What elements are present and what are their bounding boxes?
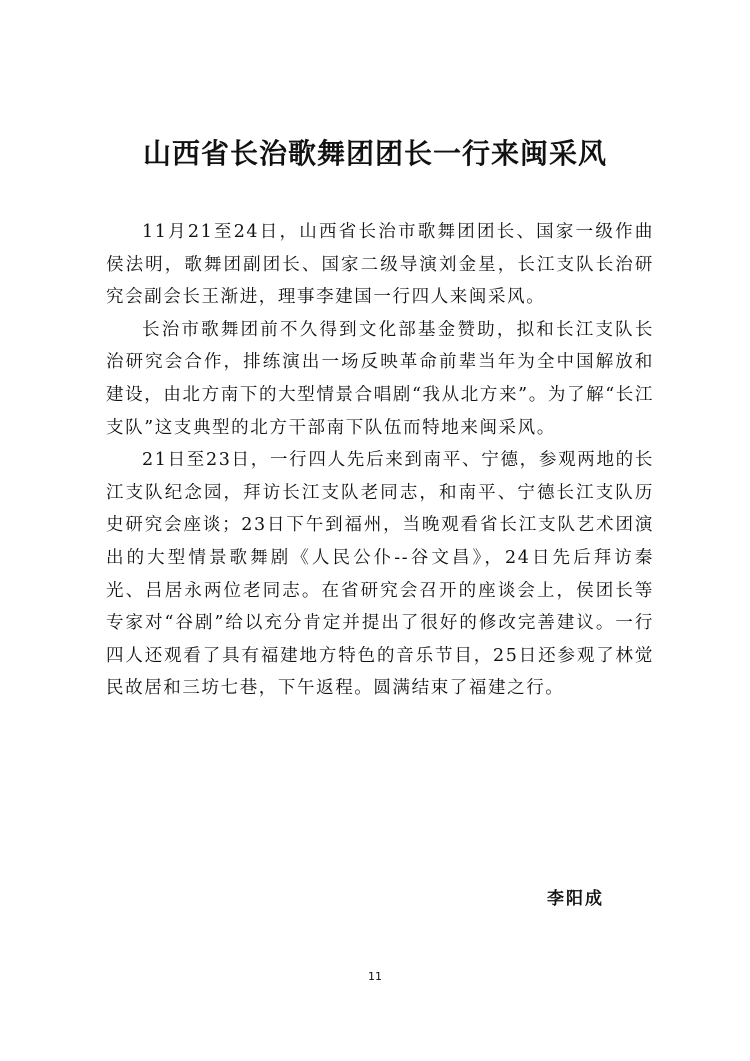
article-body (106, 216, 654, 705)
page-number: 11 (368, 970, 382, 983)
paragraph-3: 21日至23日，一行四人先后来到南平、宁德，参观两地的长江支队纪念园，拜访长江支队老同志，和南平、宁德长江支队历史研究会座谈；23日下午到福州，当晚观看省长江支队艺术团演出的大型情景歌舞剧《人民公仆--谷文昌》，24日先后拜访秦 光、吕居永两位老同志。在省研究会召开的座谈会上，侯团长等专家对“谷剧”给以充分肯定并提出了很好的修改完善建议。一行四人还观看了具有福建地方特色的音乐节目，25日还参观了林觉民故居和三坊七巷，下午返程。圆满结束了福建之行。 (106, 450, 654, 699)
paragraph-1: 11月21至24日，山西省长治市歌舞团团长、国家一级作曲侯法明，歌舞团副团长、国家二级导演刘金星，长江支队长治研究会副会长王渐进，理事李建国一行四人来闽采风。 (106, 222, 654, 308)
author-signature: 李阳成 (547, 889, 604, 909)
article-title: 山西省长治歌舞团团长一行来闽采风 (142, 137, 607, 170)
paragraph-2: 长治市歌舞团前不久得到文化部基金赞助，拟和长江支队长治研究会合作，排练演出一场反映革命前辈当年为全中国解放和建设，由北方南下的大型情景合唱剧“我从北方来”。为了解“长江支队”这支典型的北方干部南下队伍而特地来闽采风。 (106, 319, 654, 438)
